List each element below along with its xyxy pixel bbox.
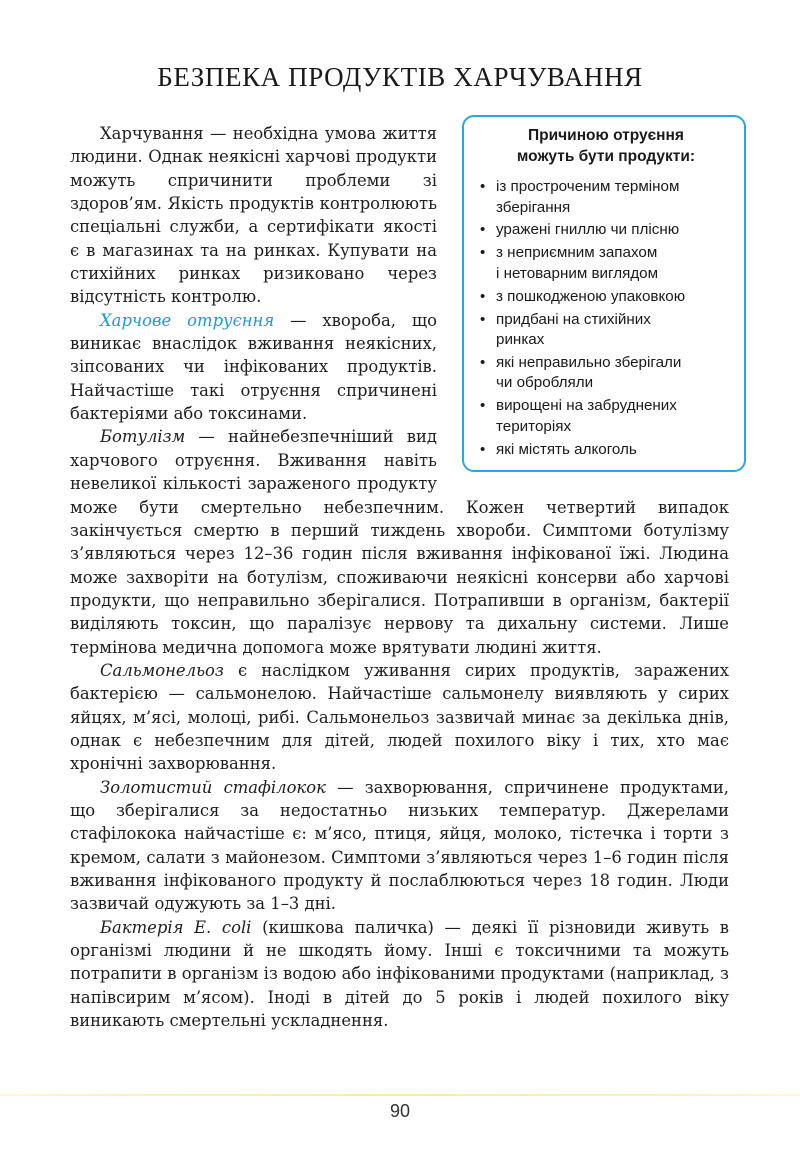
list-item-text: які містять алкоголь <box>496 440 637 458</box>
paragraph-staphylococcus-text: — захворювання, спричинене продуктами, що зберігалися за недостатньо низьких температур. Джерелами стафілокока найчастіше є: м’ясо, птиця, яйця, молоко, тістечка і торти з кремом, салати з майонезом. Симптоми з’являються через 1–6 годин після вживання інфікованого продукту й послаблюються через 18 годин. Люди зазвичай одужують за 1–3 дні. <box>70 777 730 914</box>
list-item <box>480 440 732 461</box>
list-item <box>480 353 732 394</box>
paragraph-food-poisoning-text: — хвороба, що виникає внаслідок вживання неякісних, зіпсованих чи інфікованих продуктів. Найчастіше такі отруєння спричинені бактеріями або токсинами. <box>70 310 438 424</box>
poisoning-causes-title <box>480 125 732 167</box>
paragraph-intro: Харчування — необхідна умова життя людини. Однак неякісні харчові продукти можуть спричинити проблеми зі здоров’ям. Якість продуктів контролюють спеціальні служби, а сертифікати якості є в магазинах та на ринках. Купувати на стихійних ринках ризиковано через відсутність контролю. <box>70 124 437 307</box>
list-item <box>480 287 732 308</box>
paragraph-staphylococcus <box>70 776 729 916</box>
footer-divider <box>0 1094 800 1096</box>
bullet-icon: • <box>480 310 486 328</box>
list-item <box>480 243 732 284</box>
poisoning-causes-box <box>462 115 746 472</box>
term-ecoli: Бактерія E. coli <box>100 917 252 937</box>
list-item <box>480 310 732 351</box>
term-food-poisoning: Харчове отруєння <box>100 310 275 330</box>
bullet-icon: • <box>480 244 486 262</box>
page-number: 90 <box>389 1101 411 1121</box>
poisoning-causes-list <box>480 177 732 460</box>
list-item <box>480 177 732 218</box>
list-item-text: з неприємним запахом і нетоварним виглядом <box>496 244 659 282</box>
list-item-text: уражені гниллю чи плісню <box>496 221 680 239</box>
bullet-icon: • <box>480 178 486 195</box>
list-item-text: вирощені на забруднених територіях <box>496 397 677 435</box>
list-item <box>480 396 732 437</box>
bullet-icon: • <box>480 397 486 415</box>
paragraph-salmonellosis <box>70 659 729 776</box>
paragraph-ecoli-text: (кишкова паличка) — деякі її різновиди живуть в організмі людини й не шкодять йому. Інші є токсичними та можуть потрапити в організм із водою або інфікованими продуктами (наприклад, з напівсирим м’ясом). Іноді в дітей до 5 років і людей похилого віку виникають смертельні ускладнення. <box>70 917 729 1031</box>
list-item-text: які неправильно зберігали чи обробляли <box>496 353 682 392</box>
bullet-icon: • <box>480 221 486 239</box>
bullet-icon: • <box>480 353 486 371</box>
poisoning-causes-title-line1: Причиною отруєння <box>528 127 684 144</box>
page-title: БЕЗПЕКА ПРОДУКТІВ ХАРЧУВАННЯ <box>157 62 643 92</box>
term-staphylococcus: Золотистий стафілокок <box>100 777 326 797</box>
poisoning-causes-title-line2: можуть бути продукти: <box>516 148 696 165</box>
term-botulism: Ботулізм <box>100 427 186 447</box>
bullet-icon: • <box>480 287 486 305</box>
term-salmonellosis: Сальмонельоз <box>100 660 224 680</box>
paragraph-salmonellosis-text: є наслідком уживання сирих продуктів, заражених бактерією — сальмонелою. Найчастіше сальмонелу виявляють у сирих яйцях, м’ясі, молоці, рибі. Сальмонельоз зазвичай минає за декілька днів, однак є небезпечним для дітей, людей похилого віку і тих, хто має хронічні захворювання. <box>70 660 729 774</box>
bullet-icon: • <box>480 440 486 458</box>
paragraph-botulism-text: — найнебезпечніший вид харчового отруєння. Вживання навіть невеликої кількості зараженого продукту може бути смертельно небезпечним. Кожен четвертий випадок закінчується смертю в перший тиждень хвороби. Симптоми ботулізму з’являються через 12–36 годин після вживання інфікованої їжі. Людина може захворіти на ботулізм, споживаючи неякісні консерви або харчові продукти, що неправильно зберігалися. Потрапивши в організм, бактерії виділяють токсин, що паралізує нервову та дихальну системи. Лише термінова медична допомога може врятувати людині життя. <box>70 427 729 657</box>
list-item-text: придбані на стихійних ринках <box>496 310 651 349</box>
paragraph-ecoli <box>70 916 729 1033</box>
list-item <box>480 220 732 241</box>
list-item-text: із простроченим терміном зберігання <box>496 178 680 216</box>
list-item-text: з пошкодженою упаковкою <box>496 287 686 305</box>
